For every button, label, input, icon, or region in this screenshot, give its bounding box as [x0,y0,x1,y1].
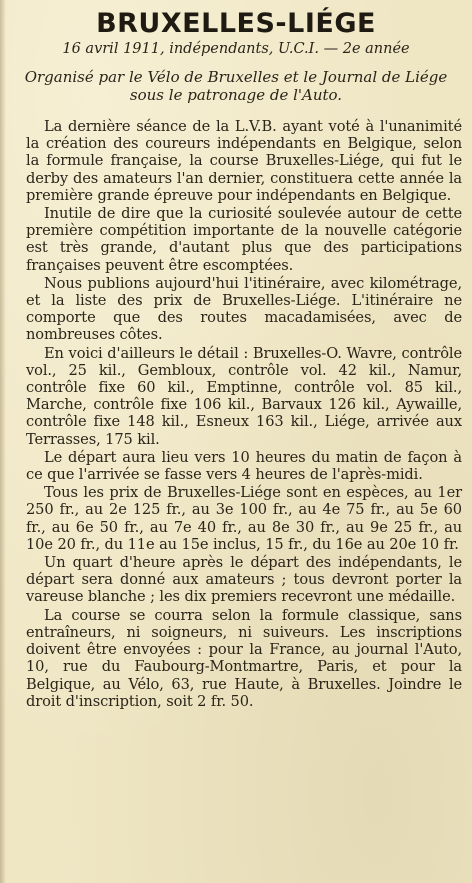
article-paragraph: La course se courra selon la formule classique, sans entraîneurs, ni soigneurs, ni suiveurs. Les inscriptions doivent être envoyées : pour la France, au journal l'Auto, 10, rue du Faubourg-Montmartre, Paris, et pour la Belgique, au Vélo, 63, rue Haute, à Bruxelles. Joindre le droit d'inscription, soit 2 fr. 50. [26,606,462,710]
article-paragraph: Nous publions aujourd'hui l'itinéraire, avec kilométrage, et la liste des prix de Bruxelles-Liége. L'itinéraire ne comporte que des routes macadamisées, avec de nombreuses côtes. [26,274,462,344]
paper-edge-shadow [0,0,6,883]
article-paragraph: La dernière séance de la L.V.B. ayant voté à l'unanimité la création des coureurs indépendants en Belgique, selon la formule française, la course Bruxelles-Liége, qui fut le derby des amateurs l'an dernier, constituera cette année la première grande épreuve pour indépendants en Belgique. [26,118,462,204]
article-body [10,118,462,710]
article-paragraph: Tous les prix de Bruxelles-Liége sont en espèces, au 1er 250 fr., au 2e 125 fr., au 3e 100 fr., au 4e 75 fr., au 5e 60 fr., au 6e 50 fr., au 7e 40 fr., au 8e 30 fr., au 9e 25 fr., au 10e 20 fr., du 11e au 15e inclus, 15 fr., du 16e au 20e 10 fr. [26,484,462,553]
article-paragraph: Le départ aura lieu vers 10 heures du matin de façon à ce que l'arrivée se fasse vers 4 heures de l'après-midi. [26,448,462,484]
article-subtitle: 16 avril 1911, indépendants, U.C.I. — 2e année [62,41,410,57]
article-paragraph: En voici d'ailleurs le détail : Bruxelles-O. Wavre, contrôle vol., 25 kil., Gembloux, contrôle vol. 42 kil., Namur, contrôle fixe 60 kil., Emptinne, contrôle vol. 85 kil., Marche, contrôle fixe 106 kil., Barvaux 126 kil., Aywaille, contrôle fixe 148 kil., Esneux 163 kil., Liége, arrivée aux Terrasses, 175 kil. [26,344,462,448]
article-paragraph: Un quart d'heure après le départ des indépendants, le départ sera donné aux amateurs ; tous devront porter la vareuse blanche ; les dix premiers recevront une médaille. [26,554,462,606]
article-intro: Organisé par le Vélo de Bruxelles et le Journal de Liége sous le patronage de l'Auto. [24,68,448,104]
article-title: BRUXELLES-LIÉGE [96,8,376,39]
article-paragraph: Inutile de dire que la curiosité soulevée autour de cette première compétition importante de la nouvelle catégorie est très grande, d'autant plus que des participations françaises peuvent être escomptées. [26,205,462,274]
